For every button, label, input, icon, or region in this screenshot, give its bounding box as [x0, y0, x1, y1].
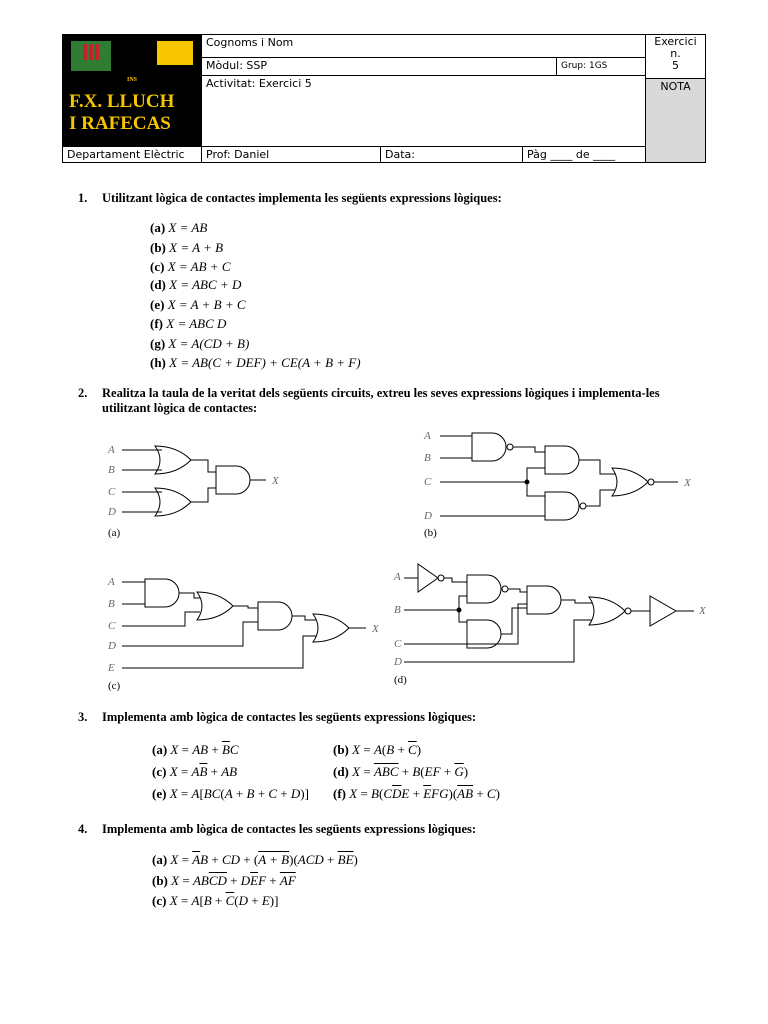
question-text: Implementa amb lògica de contactes les següents expressions lògiques: [102, 822, 477, 836]
q4-item-a: (a) $X = \overline{A}B$ + CD + $(A + B)(ACD + \overline{BE})$ [152, 852, 358, 867]
output-label: X [699, 605, 706, 617]
input-label: D [424, 510, 432, 522]
question-text: Realitza la taula de la veritat dels següents circuits, extreu les seves expressions lògiques i implementa-les utilitzant lògica de contactes: [102, 386, 660, 415]
circuit-caption: (a) [108, 527, 121, 539]
inverter-bubble-icon [507, 444, 513, 450]
and-gate-icon [545, 446, 579, 474]
circuit-caption: (b) [424, 527, 437, 539]
q1-item: (a) X = AB [150, 220, 208, 235]
nota-cell: NOTA [645, 78, 706, 163]
inverter-bubble-icon [625, 608, 631, 614]
modul-cell: Mòdul: SSP [201, 57, 557, 76]
output-label: X [272, 475, 279, 487]
cognoms-cell: Cognoms i Nom [201, 34, 646, 58]
buffer-gate-icon [650, 596, 676, 626]
and-gate-icon [527, 586, 561, 614]
input-label: C [394, 638, 402, 650]
circuit-d [404, 564, 694, 662]
input-label: A [394, 571, 401, 583]
input-label: B [394, 604, 401, 616]
q3-item-e: (e) X = A[BC(A + B + C + D)] [152, 786, 309, 801]
q4-item-b: (b) $X = AB\overline{CD} + D\overline{E}F + \overline{AF}$ [152, 873, 296, 888]
circuit-b [440, 433, 678, 520]
inverter-bubble-icon [648, 479, 654, 485]
circuit-a [122, 446, 266, 516]
circuit-c [122, 579, 366, 668]
output-label: X [372, 623, 379, 635]
q3-item-b: (b) $X = A(B + \overline{C})$ [333, 742, 422, 757]
input-label: C [108, 486, 116, 498]
circuit-caption: (c) [108, 680, 121, 692]
q4-item-c: (c) $X = A[B + \overline{C}(D + E)]$ [152, 893, 279, 908]
input-label: B [108, 464, 115, 476]
and-gate-icon [258, 602, 292, 630]
q3-item-f: (f) $X = B(C\overline{D}E + \overline{E}FG)(\overline{AB} + C)$ [333, 786, 500, 801]
junction-dot [525, 480, 530, 485]
nand-gate-icon [467, 575, 501, 603]
logo-line1: F.X. LLUCH [69, 91, 175, 112]
activitat-cell: Activitat: Exercici 5 [201, 75, 646, 147]
circuit-diagrams [0, 420, 768, 700]
and-gate-icon [145, 579, 179, 607]
question-text: Utilitzant lògica de contactes implementa les següents expressions lògiques: [102, 191, 502, 205]
exercici-cell: Exercici n. 5 [645, 34, 706, 79]
q1-item: (b) X = A + B [150, 240, 224, 255]
q1-item: (g) X = A(CD + B) [150, 336, 250, 351]
question-number: 3. [78, 710, 88, 724]
grup-cell: Grup: 1GS [556, 57, 646, 76]
input-label: B [108, 598, 115, 610]
output-label: X [684, 477, 691, 489]
question-text: Implementa amb lògica de contactes les següents expressions lògiques: [102, 710, 477, 724]
inverter-gate-icon [418, 564, 438, 592]
q3-item-d: (d) $X = \overline{ABC} + B(EF + \overline{G})$ [333, 764, 469, 779]
q1-item: (e) X = A + B + C [150, 297, 246, 312]
input-label: A [108, 444, 115, 456]
q1-item: (d) X = ABC + D [150, 277, 242, 292]
inverter-bubble-icon [580, 503, 586, 509]
input-label: A [424, 430, 431, 442]
input-label: A [108, 576, 115, 588]
q1-item: (c) X = AB + C [150, 259, 231, 274]
logo-ins: INS [127, 77, 138, 83]
nor-gate-icon [589, 597, 625, 625]
q3-item-a: (a) X = AB + $\overline{B}C$ [152, 742, 239, 757]
prof-cell: Prof: Daniel [201, 146, 381, 163]
or-gate-icon [197, 592, 233, 620]
circuit-caption: (d) [394, 674, 407, 686]
nand-gate-icon [472, 433, 506, 461]
nand-gate-icon [545, 492, 579, 520]
departament-cell: Departament Elèctric [62, 146, 202, 163]
junction-dot [457, 608, 462, 613]
input-label: D [108, 506, 116, 518]
inverter-bubble-icon [502, 586, 508, 592]
question-2 [78, 386, 698, 418]
q1-item: (f) X = ABC D [150, 316, 227, 331]
question-number: 2. [78, 386, 88, 400]
question-number: 4. [78, 822, 88, 836]
q1-item: (h) X = AB(C + DEF) + CE(A + B + F) [150, 355, 361, 370]
input-label: C [424, 476, 432, 488]
question-number: 1. [78, 191, 88, 205]
input-label: E [108, 662, 115, 674]
logo-line2: I RAFECAS [69, 113, 171, 134]
q3-item-c: (c) $X = A\overline{B}$ + AB [152, 764, 238, 779]
input-label: D [108, 640, 116, 652]
input-label: C [108, 620, 116, 632]
input-label: B [424, 452, 431, 464]
and-gate-icon [216, 466, 250, 494]
pag-cell: Pàg ____ de ____ [522, 146, 646, 163]
data-cell: Data: [380, 146, 523, 163]
nor-gate-icon [612, 468, 648, 496]
or-gate-icon [313, 614, 349, 642]
input-label: D [394, 656, 402, 668]
inverter-bubble-icon [438, 575, 444, 581]
